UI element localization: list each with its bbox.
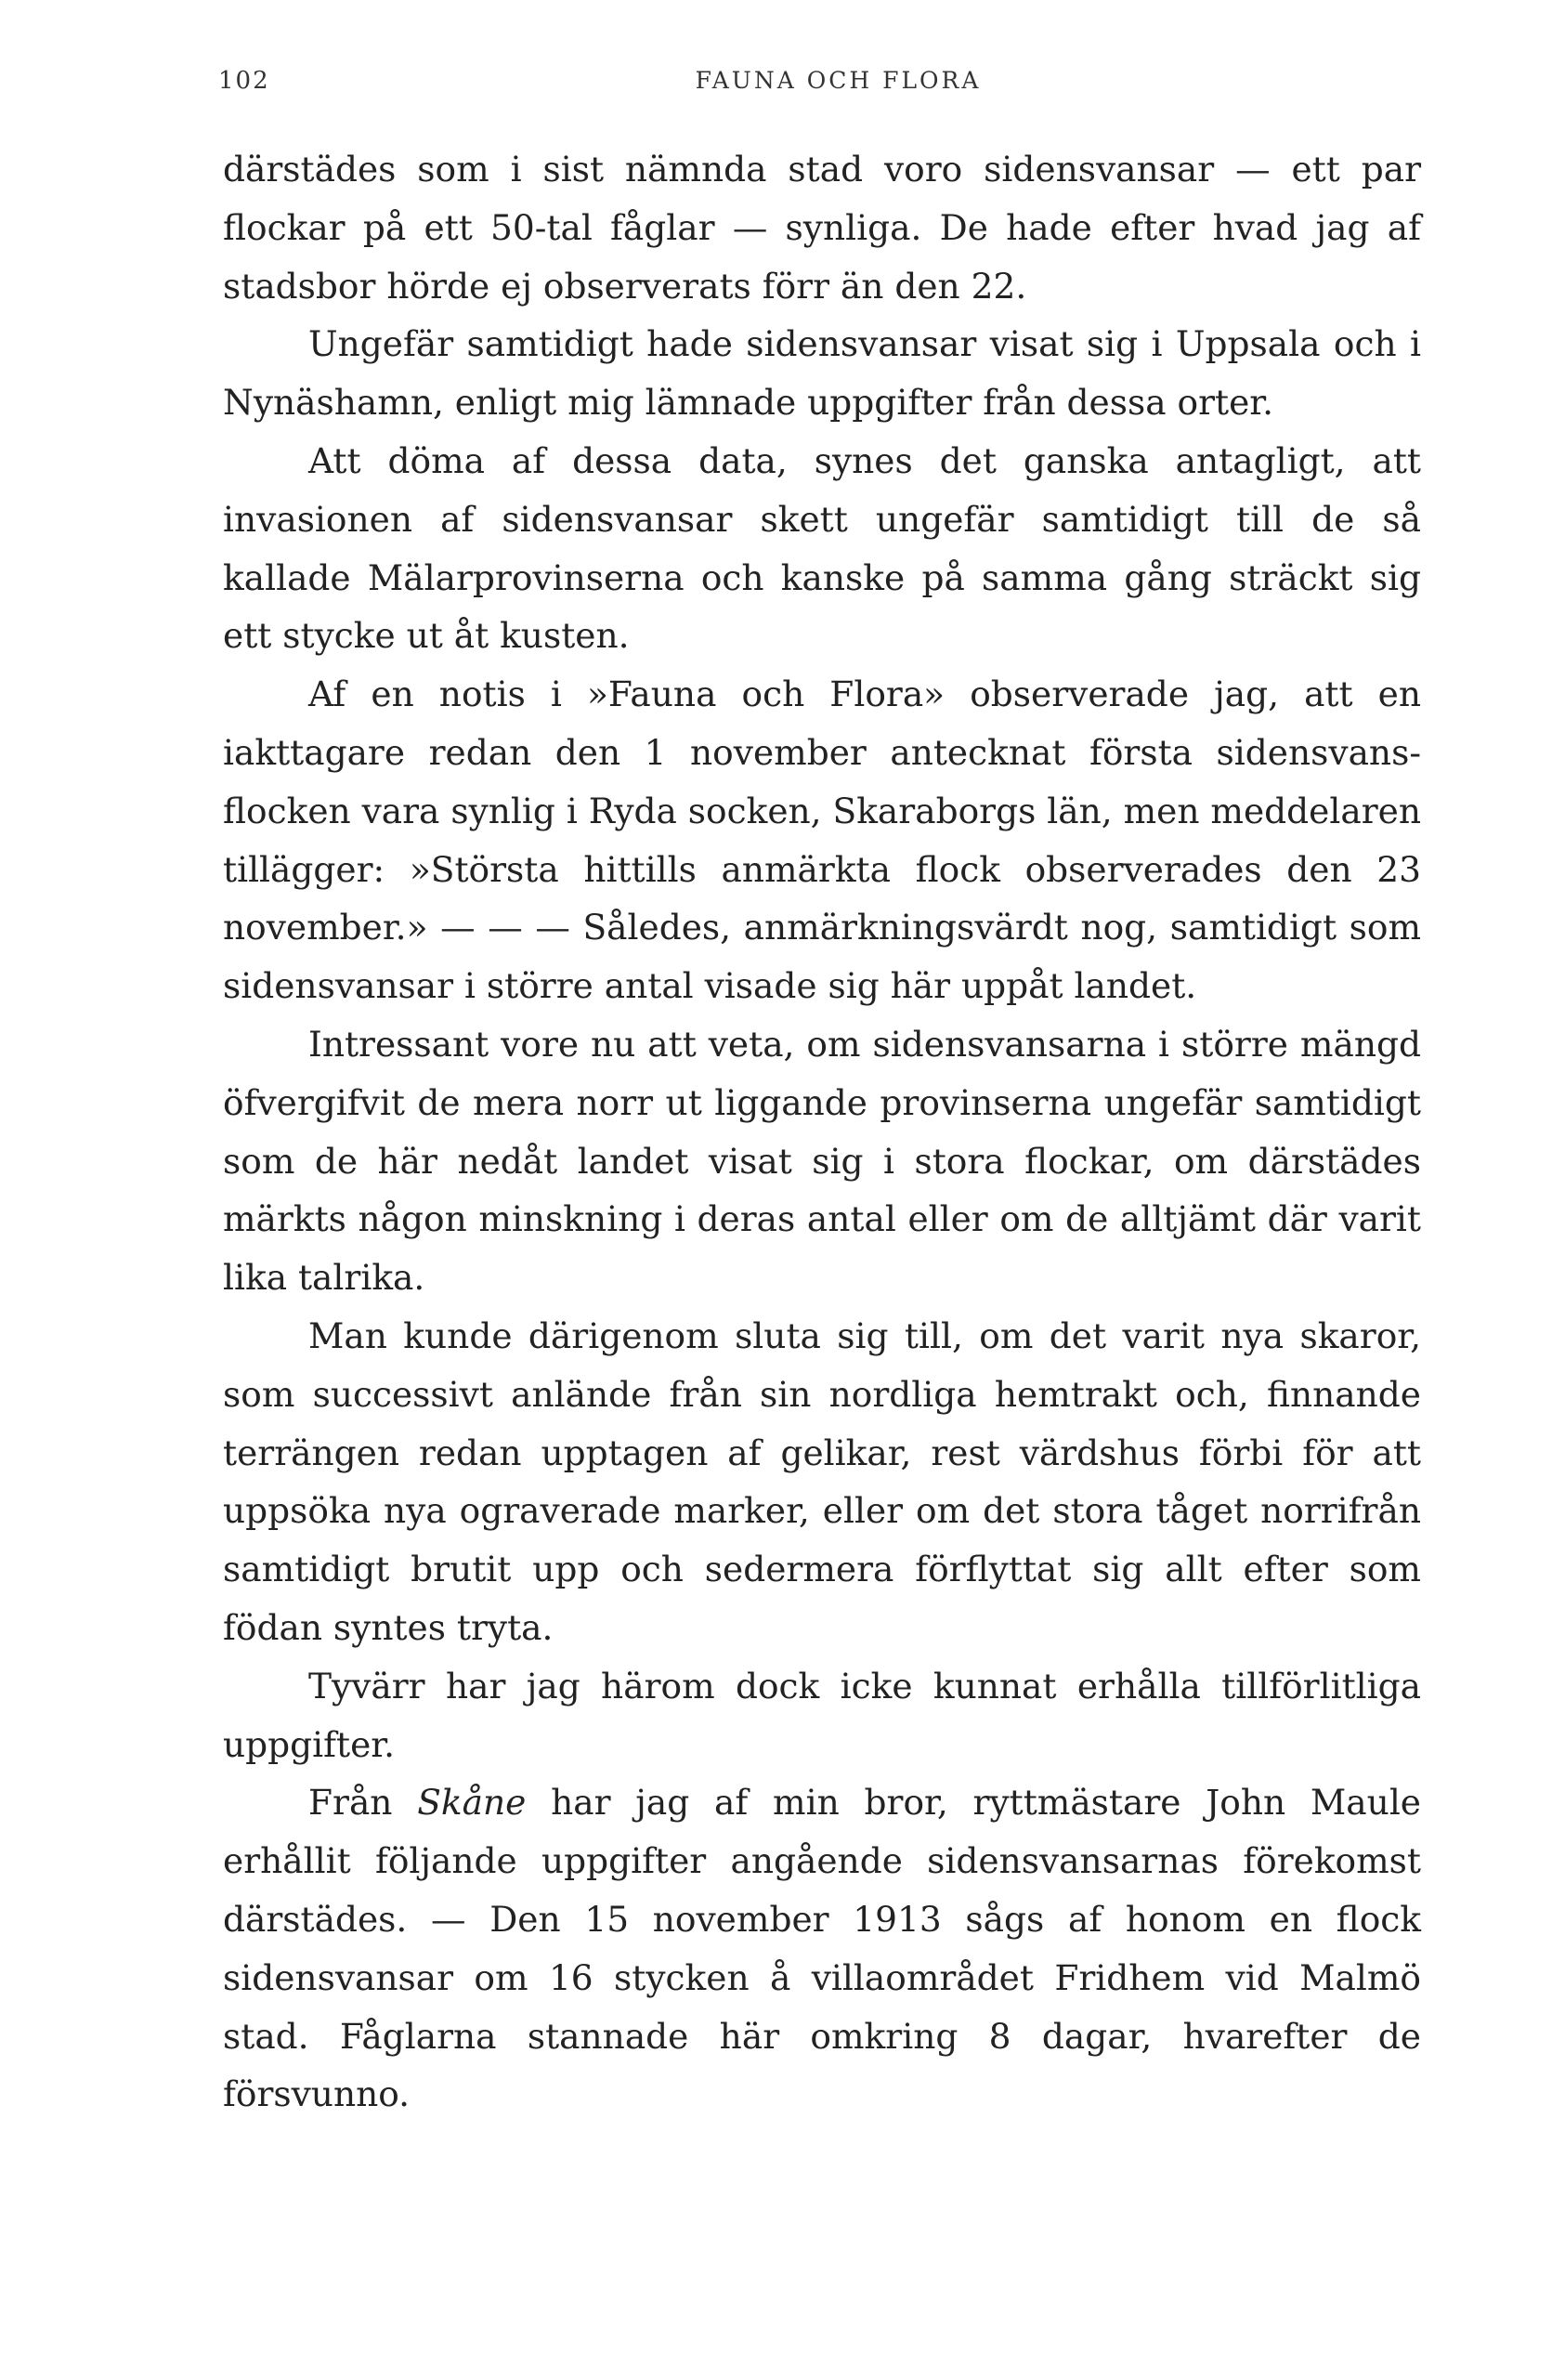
running-head [218, 67, 1458, 104]
place-name-skane: Skåne [417, 1782, 527, 1824]
body-text [223, 140, 1421, 2124]
paragraph-4: Af en notis i »Fauna och Flora» observerade jag, att en iakttagare redan den 1 november antecknat första sidensvansflocken vara synlig i Ryda socken, Skaraborgs län, men meddelaren tillägger: »Största hittills anmärkta flock observerades den 23 november.» — — — Således, anmärkningsvärdt nog, samtidigt som sidensvansar i större antal visade sig här uppåt landet. [223, 673, 1421, 1007]
paragraph-8-lead: Från [308, 1782, 418, 1824]
paragraph-1: därstädes som i sist nämnda stad voro sidensvansar — ett par flockar på ett 50-tal fåglar — synliga. De hade efter hvad jag af stadsbor hörde ej observerats förr än den 22. [223, 149, 1421, 307]
paragraph-6: Man kunde därigenom sluta sig till, om det varit nya skaror, som successivt anlände från sin nordliga hemtrakt och, finnande terrängen redan upptagen af gelikar, rest värdshus förbi för att uppsöka nya ograverade marker, eller om det stora tåget norrifrån samtidigt brutit upp och sedermera förflyttat sig allt efter som födan syntes tryta. [223, 1314, 1421, 1648]
paragraph-3: Att döma af dessa data, synes det ganska antagligt, att invasionen af sidensvansar skett ungefär samtidigt till de så kallade Mälarprovinserna och kanske på samma gång sträckt sig ett stycke ut åt kusten. [223, 439, 1421, 657]
paragraph-7: Tyvärr har jag härom dock icke kunnat erhålla tillförlitliga uppgifter. [223, 1665, 1421, 1765]
paragraph-5: Intressant vore nu att veta, om sidensvansarna i större mängd öfvergifvit de mera norr ut liggande provinserna ungefär samtidigt som de här nedåt landet visat sig i stora flockar, om därstädes märkts någon minskning i deras antal eller om de alltjämt där varit lika talrika. [223, 1023, 1421, 1299]
paragraph-2: Ungefär samtidigt hade sidensvansar visat sig i Uppsala och i Nynäshamn, enligt mig lämnade uppgifter från dessa orter. [223, 323, 1421, 424]
paragraph-8-text: har jag af min bror, ryttmästare John Maule erhållit följande uppgifter angående sidensvansarnas förekomst därstädes. — Den 15 november 1913 sågs af honom en flock sidensvansar om 16 stycken å villaområdet Fridhem vid Malmö stad. Fåglarna stannade här omkring 8 dagar, hvarefter de försvunno. [223, 1782, 1422, 2115]
paragraph-8 [223, 1773, 1421, 2124]
page-number: 102 [218, 67, 270, 95]
running-title: FAUNA OCH FLORA [695, 67, 982, 94]
